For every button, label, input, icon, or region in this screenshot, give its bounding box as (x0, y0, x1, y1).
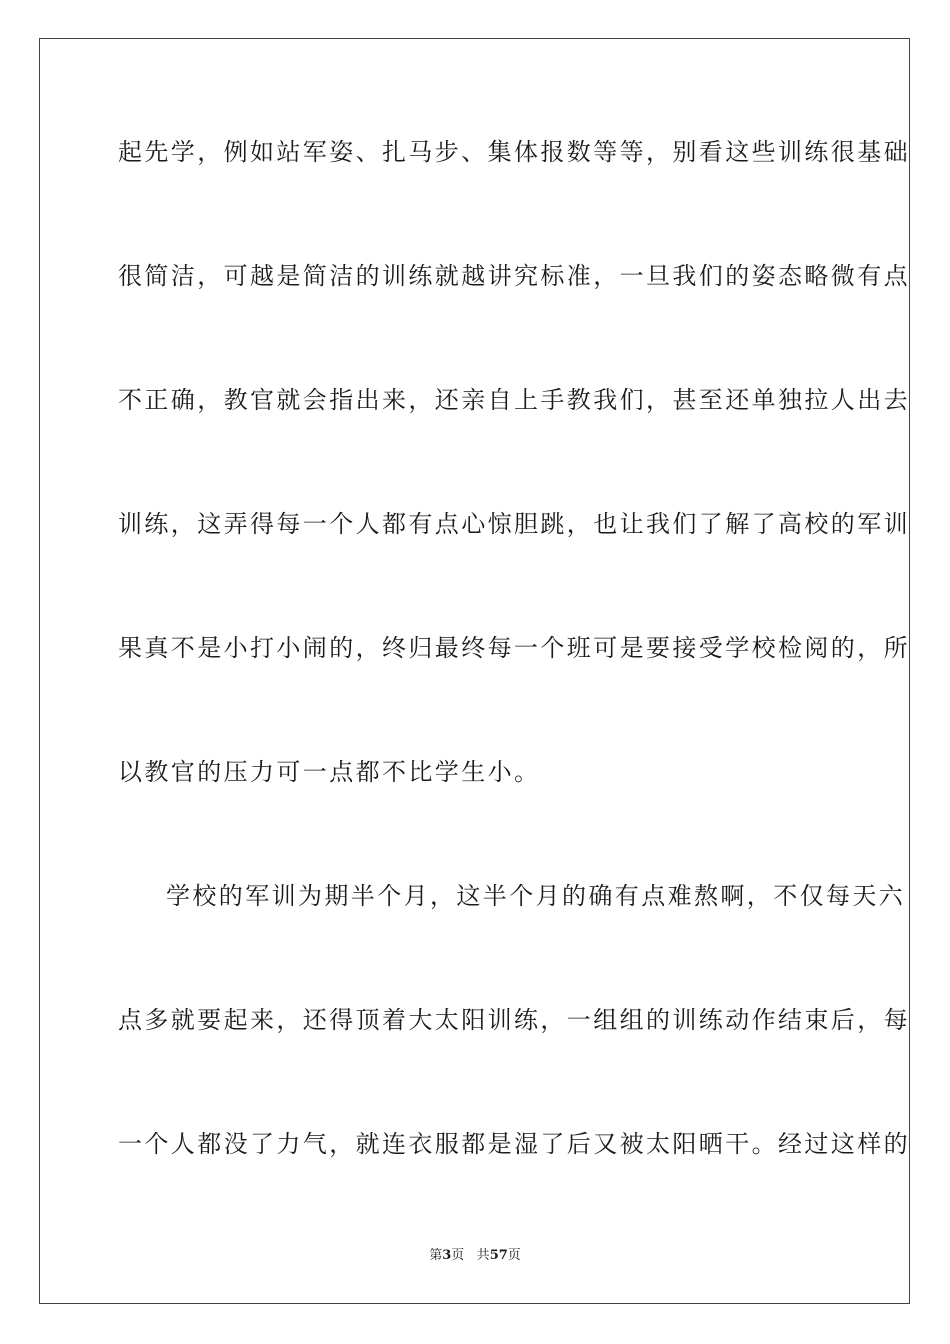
page-border (39, 38, 910, 1304)
body-line-4: 训练，这弄得每一个人都有点心惊胆跳，也让我们了解了高校的军训 (118, 510, 910, 538)
footer-total-suffix: 页 (507, 1248, 521, 1263)
page-footer (0, 1248, 950, 1264)
body-line-9: 一个人都没了力气，就连衣服都是湿了后又被太阳晒干。经过这样的 (118, 1130, 910, 1158)
footer-page-suffix: 页 (451, 1248, 465, 1263)
body-line-2: 很简洁，可越是简洁的训练就越讲究标准，一旦我们的姿态略微有点 (118, 262, 910, 290)
footer-page-prefix: 第 (429, 1248, 443, 1263)
footer-total-prefix: 共 (476, 1248, 490, 1263)
body-line-6: 以教官的压力可一点都不比学生小。 (118, 758, 541, 786)
body-line-8: 点多就要起来，还得顶着大太阳训练，一组组的训练动作结束后，每 (118, 1006, 910, 1034)
body-line-7: 学校的军训为期半个月，这半个月的确有点难熬啊，不仅每天六 (166, 882, 906, 910)
body-line-1: 起先学，例如站军姿、扎马步、集体报数等等，别看这些训练很基础 (118, 138, 910, 166)
body-line-3: 不正确，教官就会指出来，还亲自上手教我们，甚至还单独拉人出去 (118, 386, 910, 414)
footer-total-pages: 57 (489, 1248, 508, 1263)
footer-page-number: 3 (442, 1248, 452, 1263)
body-line-5: 果真不是小打小闹的，终归最终每一个班可是要接受学校检阅的，所 (118, 634, 910, 662)
